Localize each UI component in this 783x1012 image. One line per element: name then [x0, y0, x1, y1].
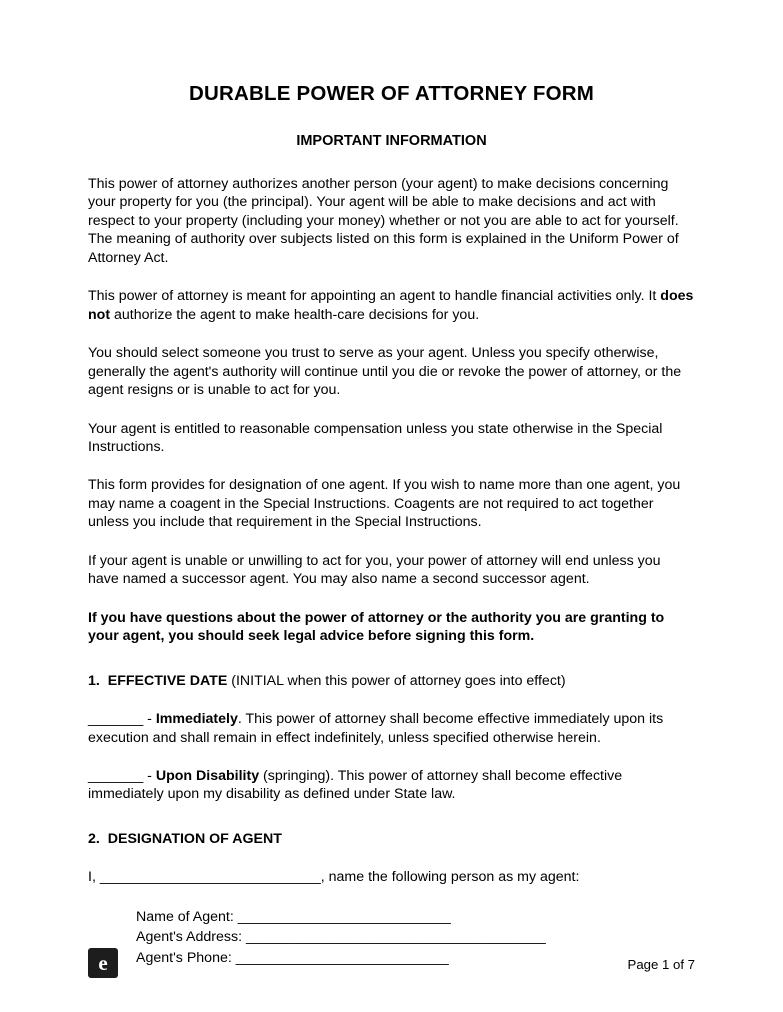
- agent-name-blank[interactable]: ___________________________: [237, 908, 451, 925]
- upon-disability-separator: -: [143, 767, 156, 784]
- section-2-name: DESIGNATION OF AGENT: [107, 830, 282, 847]
- page-footer: [88, 944, 695, 978]
- effective-option-immediately: [88, 710, 695, 747]
- intro-paragraph-5: This form provides for designation of one agent. If you wish to name more than one agent, you may name a coagent in the Special Instructions. Coagents are not required to act together unless you include that requirement in the Special Instructions.: [88, 477, 681, 531]
- eforms-logo-icon: e: [88, 948, 118, 978]
- agent-address-blank[interactable]: ______________________________________: [245, 929, 546, 946]
- upon-disability-initial-blank[interactable]: _______: [88, 767, 144, 784]
- intro-paragraph-1: This power of attorney authorizes another person (your agent) to make decisions concerning your property for you (the principal). Your agent will be able to make decisions and act with respect to your property (including your money) whether or not you are able to act for yourself. The meaning of authority over subjects listed on this form is explained in the Uniform Power of Attorney Act.: [88, 176, 679, 266]
- upon-disability-label: Upon Disability: [155, 767, 260, 784]
- legal-advice-notice: If you have questions about the power of attorney or the authority you are granting to your agent, you should seek legal advice before signing this form.: [88, 609, 665, 645]
- agent-phone-blank[interactable]: ___________________________: [235, 949, 449, 966]
- principal-prefix: I,: [88, 869, 100, 886]
- agent-name-label: Name of Agent:: [136, 908, 234, 925]
- immediately-label: Immediately: [155, 711, 238, 728]
- immediately-initial-blank[interactable]: _______: [88, 711, 144, 728]
- intro-paragraph-3: You should select someone you trust to serve as your agent. Unless you specify otherwise, generally the agent's authority will continue until you die or revoke the power of attorney, or the agent resigns or is unable to act for you.: [88, 345, 682, 399]
- section-1-name: EFFECTIVE DATE: [107, 672, 228, 689]
- immediately-separator: -: [143, 711, 156, 728]
- para2-after: authorize the agent to make health-care decisions for you.: [110, 306, 480, 323]
- intro-paragraph-6: If your agent is unable or unwilling to act for you, your power of attorney will end unless you have named a successor agent. You may also name a second successor agent.: [88, 552, 661, 588]
- section-heading-designation-of-agent: [88, 830, 695, 848]
- upon-disability-text: (springing). This power of attorney shall become effective immediately upon my disability as defined under State law.: [88, 767, 623, 803]
- effective-option-upon-disability: [88, 767, 695, 804]
- agent-phone-label: Agent's Phone:: [136, 949, 232, 966]
- para2-before: This power of attorney is meant for appointing an agent to handle financial activities only. It: [88, 288, 661, 305]
- agent-address-label: Agent's Address:: [136, 929, 243, 946]
- section-2-number: 2.: [88, 830, 100, 847]
- intro-paragraph-4: Your agent is entitled to reasonable compensation unless you state otherwise in the Special Instructions.: [88, 420, 663, 455]
- section-heading-effective-date: [88, 672, 695, 690]
- section-1-number: 1.: [88, 672, 100, 689]
- section-1-trailing: (INITIAL when this power of attorney goes into effect): [227, 672, 566, 689]
- principal-name-blank[interactable]: ____________________________: [99, 869, 321, 886]
- page-title: DURABLE POWER OF ATTORNEY FORM: [189, 82, 594, 105]
- document-subtitle: IMPORTANT INFORMATION: [296, 133, 487, 149]
- para2-emphasis: does not: [88, 288, 694, 323]
- page-number: Page 1 of 7: [627, 957, 695, 972]
- principal-suffix: , name the following person as my agent:: [320, 869, 580, 886]
- principal-name-line: [88, 868, 695, 886]
- intro-paragraph-2: [88, 287, 695, 324]
- immediately-text: . This power of attorney shall become effective immediately upon its execution and shall remain in effect indefinitely, unless specified otherwise herein.: [88, 711, 664, 746]
- agent-name-row: [136, 907, 695, 928]
